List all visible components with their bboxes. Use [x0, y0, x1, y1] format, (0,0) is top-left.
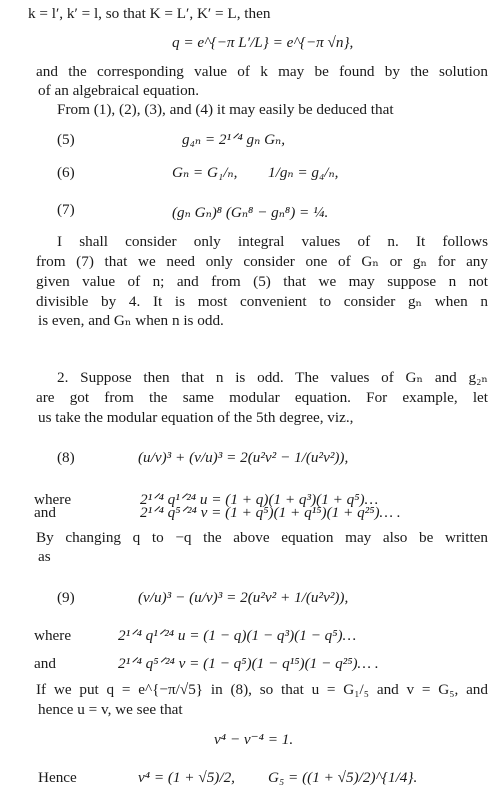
equation-11a: v⁴ = (1 + √5)/2, — [138, 769, 235, 786]
text-line: By changing q to −q the above equation may also be written — [36, 529, 488, 546]
text-line: I shall consider only integral values of n. It follows — [57, 233, 488, 250]
equation-number: (9) — [57, 589, 75, 606]
equation-number: (7) — [57, 201, 75, 218]
equation-10: v⁴ − v⁻⁴ = 1. — [214, 731, 294, 748]
text-line: are got from the same modular equation. For example, let — [36, 389, 488, 406]
equation-number: (5) — [57, 131, 75, 148]
equation-9-u: 2¹ᐟ⁴ q¹ᐟ²⁴ u = (1 − q)(1 − q³)(1 − q⁵)… — [118, 627, 357, 644]
text-line: hence u = v, we see that — [38, 701, 183, 718]
equation-9: (v/u)³ − (u/v)³ = 2(u²v² + 1/(u²v²)), — [138, 589, 349, 606]
equation-6a: Gₙ = G₁/ₙ, — [172, 164, 238, 181]
where-label: where — [34, 491, 72, 508]
equation-11b: G₅ = ((1 + √5)/2)^{1/4}. — [268, 769, 418, 786]
text-line: k = l′, k′ = l, so that K = L′, K′ = L, then — [28, 5, 271, 22]
equation-q: q = e^{−π L′/L} = e^{−π √n}, — [172, 34, 354, 51]
where-label: where — [34, 627, 72, 644]
text-line: given value of n; and from (5) that we may suppose n not — [36, 273, 488, 290]
equation-9-v: 2¹ᐟ⁴ q⁵ᐟ²⁴ v = (1 − q⁵)(1 − q¹⁵)(1 − q²⁵)… . — [118, 655, 379, 672]
text-line: If we put q = e^{−π/√5} in (8), so that u = G₁/₅ and v = G₅, and — [36, 681, 488, 698]
and-label: and — [34, 655, 56, 672]
hence-label: Hence — [38, 769, 77, 786]
text-line: of an algebraical equation. — [38, 82, 200, 99]
text-line: and the corresponding value of k may be found by the solution — [36, 63, 488, 80]
equation-number: (6) — [57, 164, 75, 181]
text-line: as — [38, 548, 51, 565]
text-line: divisible by 4. It is most convenient to consider gₙ when n — [36, 293, 488, 310]
equation-8-u: 2¹ᐟ⁴ q¹ᐟ²⁴ u = (1 + q)(1 + q³)(1 + q⁵)… — [140, 491, 379, 508]
equation-number: (8) — [57, 449, 75, 466]
equation-8-v: 2¹ᐟ⁴ q⁵ᐟ²⁴ v = (1 + q⁵)(1 + q¹⁵)(1 + q²⁵)… . — [140, 504, 401, 521]
text-line: us take the modular equation of the 5th degree, viz., — [38, 409, 354, 426]
equation-5: g₄ₙ = 2¹ᐟ⁴ gₙ Gₙ, — [182, 131, 285, 148]
text-line: from (7) that we need only consider one of Gₙ or gₙ for any — [36, 253, 488, 270]
and-label: and — [34, 504, 56, 521]
text-line: is even, and Gₙ when n is odd. — [38, 312, 224, 329]
text-line: 2. Suppose then that n is odd. The values of Gₙ and g₂ₙ — [57, 369, 488, 386]
equation-8: (u/v)³ + (v/u)³ = 2(u²v² − 1/(u²v²)), — [138, 449, 349, 466]
equation-6b: 1/gₙ = g₄/ₙ, — [268, 164, 339, 181]
text-line: From (1), (2), (3), and (4) it may easily be deduced that — [57, 101, 394, 118]
equation-7: (gₙ Gₙ)⁸ (Gₙ⁸ − gₙ⁸) = ¼. — [172, 204, 329, 221]
